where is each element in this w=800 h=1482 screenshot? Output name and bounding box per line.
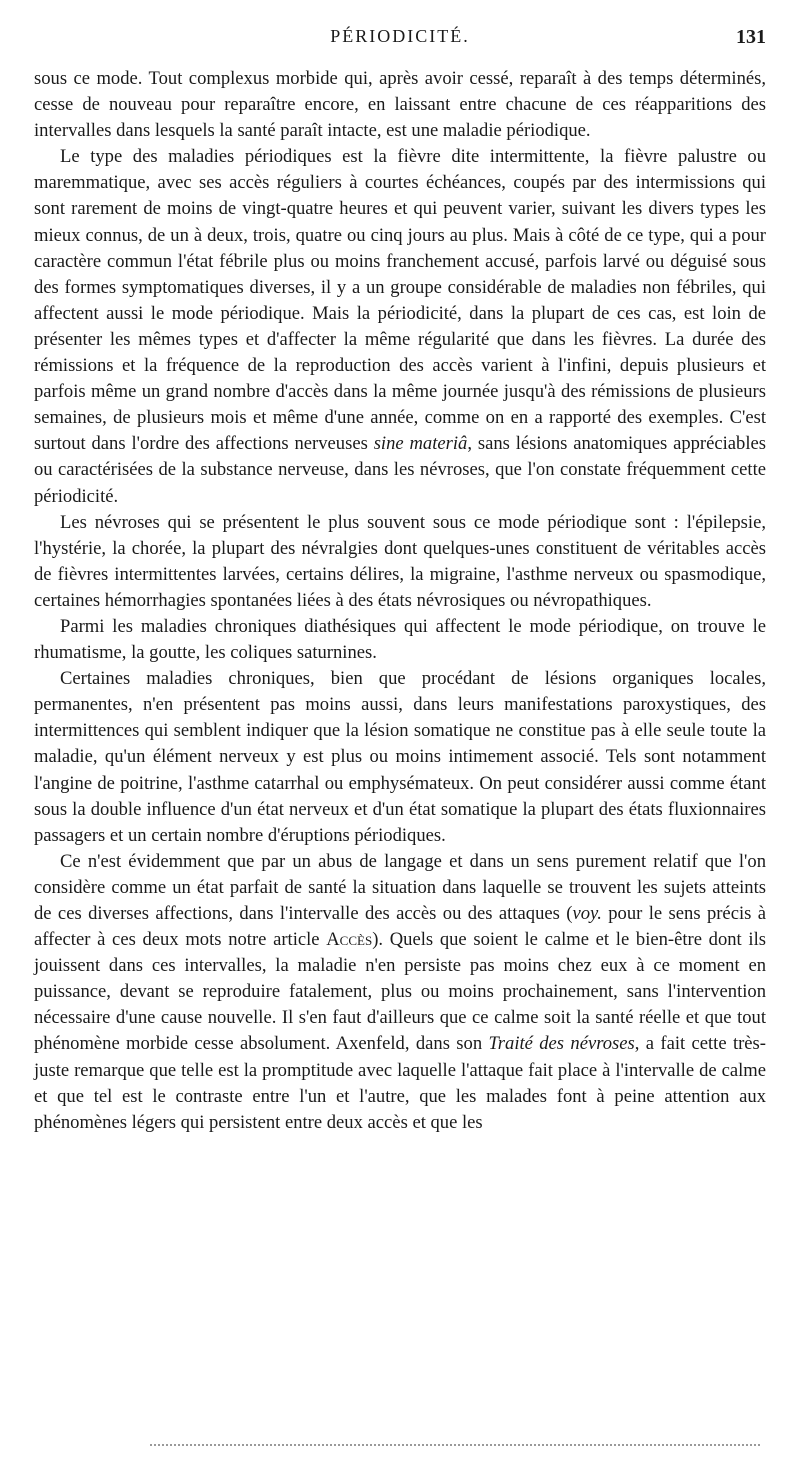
paragraph-text-end: , sans lésions anatomiques appréciables ou caractérisées de la substance nerveuse, dans les névroses, que l'on constate fréquemment cette périodicité.	[34, 433, 766, 507]
running-title: PÉRIODICITÉ.	[330, 26, 470, 46]
paragraph-text-d: , a fait cette très-juste remarque que telle est la promptitude avec laquelle l'attaque fait place à l'intervalle de calme et que tel est le contraste entre l'un et l'autre, que les malades font à peine attention aux phénomènes légers qui persistent entre deux accès et que les	[34, 1033, 766, 1133]
italic-voy: voy.	[572, 903, 602, 924]
page-header	[34, 26, 766, 56]
paragraph-continuation: sous ce mode. Tout complexus morbide qui, après avoir cessé, reparaît à des temps déterminés, cesse de nouveau pour reparaître encore, en laissant entre chacune de ces réapparitions des intervalles dans lesquels la santé paraît intacte, est une maladie périodique.	[34, 68, 766, 142]
footer-dotted-rule	[150, 1444, 760, 1446]
paragraph-text-c: ). Quels que soient le calme et le bien-être dont ils jouissent dans ces intervalles, la maladie n'en persiste pas moins chez eux à ce moment en puissance, devant se reproduire fatalement, plus ou moins prochainement, sans l'intervention nécessaire d'une cause nouvelle. Il s'en faut d'ailleurs que ce calme soit la santé réelle et que tout phénomène morbide cesse absolument. Axenfeld, dans son	[34, 929, 766, 1055]
paragraph-health-intervals	[34, 849, 766, 1136]
paragraph-text-a: Ce n'est évidemment que par un abus de langage et dans un sens purement relatif que l'on considère comme un état parfait de santé la situation dans laquelle se trouvent les sujets atteints de ces diverses affections, dans l'intervalle des accès ou des attaques (	[34, 850, 766, 924]
paragraph-text-b: pour le sens précis à affecter à ces deux mots notre article	[34, 903, 766, 951]
paragraph-chronic-diseases: Parmi les maladies chroniques diathésiques qui affectent le mode périodique, on trouve le rhumatisme, la goutte, les coliques saturnines.	[34, 615, 766, 664]
article-reference: Accès	[326, 929, 373, 951]
body-text	[34, 66, 766, 1136]
page-number: 131	[736, 26, 766, 48]
paragraph-neuroses: Les névroses qui se présentent le plus souvent sous ce mode périodique sont : l'épilepsie, l'hystérie, la chorée, la plupart des névralgies dont quelques-unes constituent de véritables accès de fièvres intermittentes larvées, certains délires, la migraine, l'asthme nerveux ou spasmodique, certaines hémorrhagies spontanées liées à des états névrosiques ou névropathiques.	[34, 511, 766, 611]
paragraph-periodic-diseases	[34, 144, 766, 509]
italic-term: sine materiâ	[373, 433, 468, 455]
italic-book-title: Traité des névroses	[488, 1033, 635, 1055]
paragraph-organic-lesions: Certaines maladies chroniques, bien que procédant de lésions organiques locales, permanentes, n'en présentent pas moins aussi, dans leurs manifestations paroxystiques, des intermittences qui semblent indiquer que la lésion somatique ne constitue pas à elle seule toute la maladie, qu'un élément nerveux y est plus ou moins intimement associé. Tels sont notamment l'angine de poitrine, l'asthme catarrhal ou emphysémateux. On peut considérer aussi comme étant sous la double influence d'un état nerveux et d'un état somatique la plupart des états fluxionnaires passagers et un certain nombre d'éruptions périodiques.	[34, 668, 766, 846]
paragraph-text: Le type des maladies périodiques est la fièvre dite intermittente, la fièvre palustre ou maremmatique, avec ses accès réguliers à courtes échéances, coupés par des intermissions qui sont rarement de moins de vingt-quatre heures et qui peuvent varier, suivant les divers types les mieux connus, de un à deux, trois, quatre ou cinq jours au plus. Mais à côté de ce type, qui a pour caractère commun l'état fébrile plus ou moins franchement accusé, parfois larvé ou déguisé sous des formes symptomatiques diverses, il y a un groupe considérable de maladies non fébriles, qui affectent aussi le mode périodique. Mais la périodicité, dans la plupart de ces cas, est loin de présenter les mêmes types et d'affecter la même régularité que dans les fièvres. La durée des rémissions et la fréquence de la reproduction des accès varient à l'infini, depuis plusieurs et parfois même un grand nombre d'accès dans la même journée jusqu'à des rémissions de plusieurs semaines, de plusieurs mois et même d'une année, comme on en a rapporté des exemples. C'est surtout dans l'ordre des affections nerveuses	[34, 146, 766, 455]
